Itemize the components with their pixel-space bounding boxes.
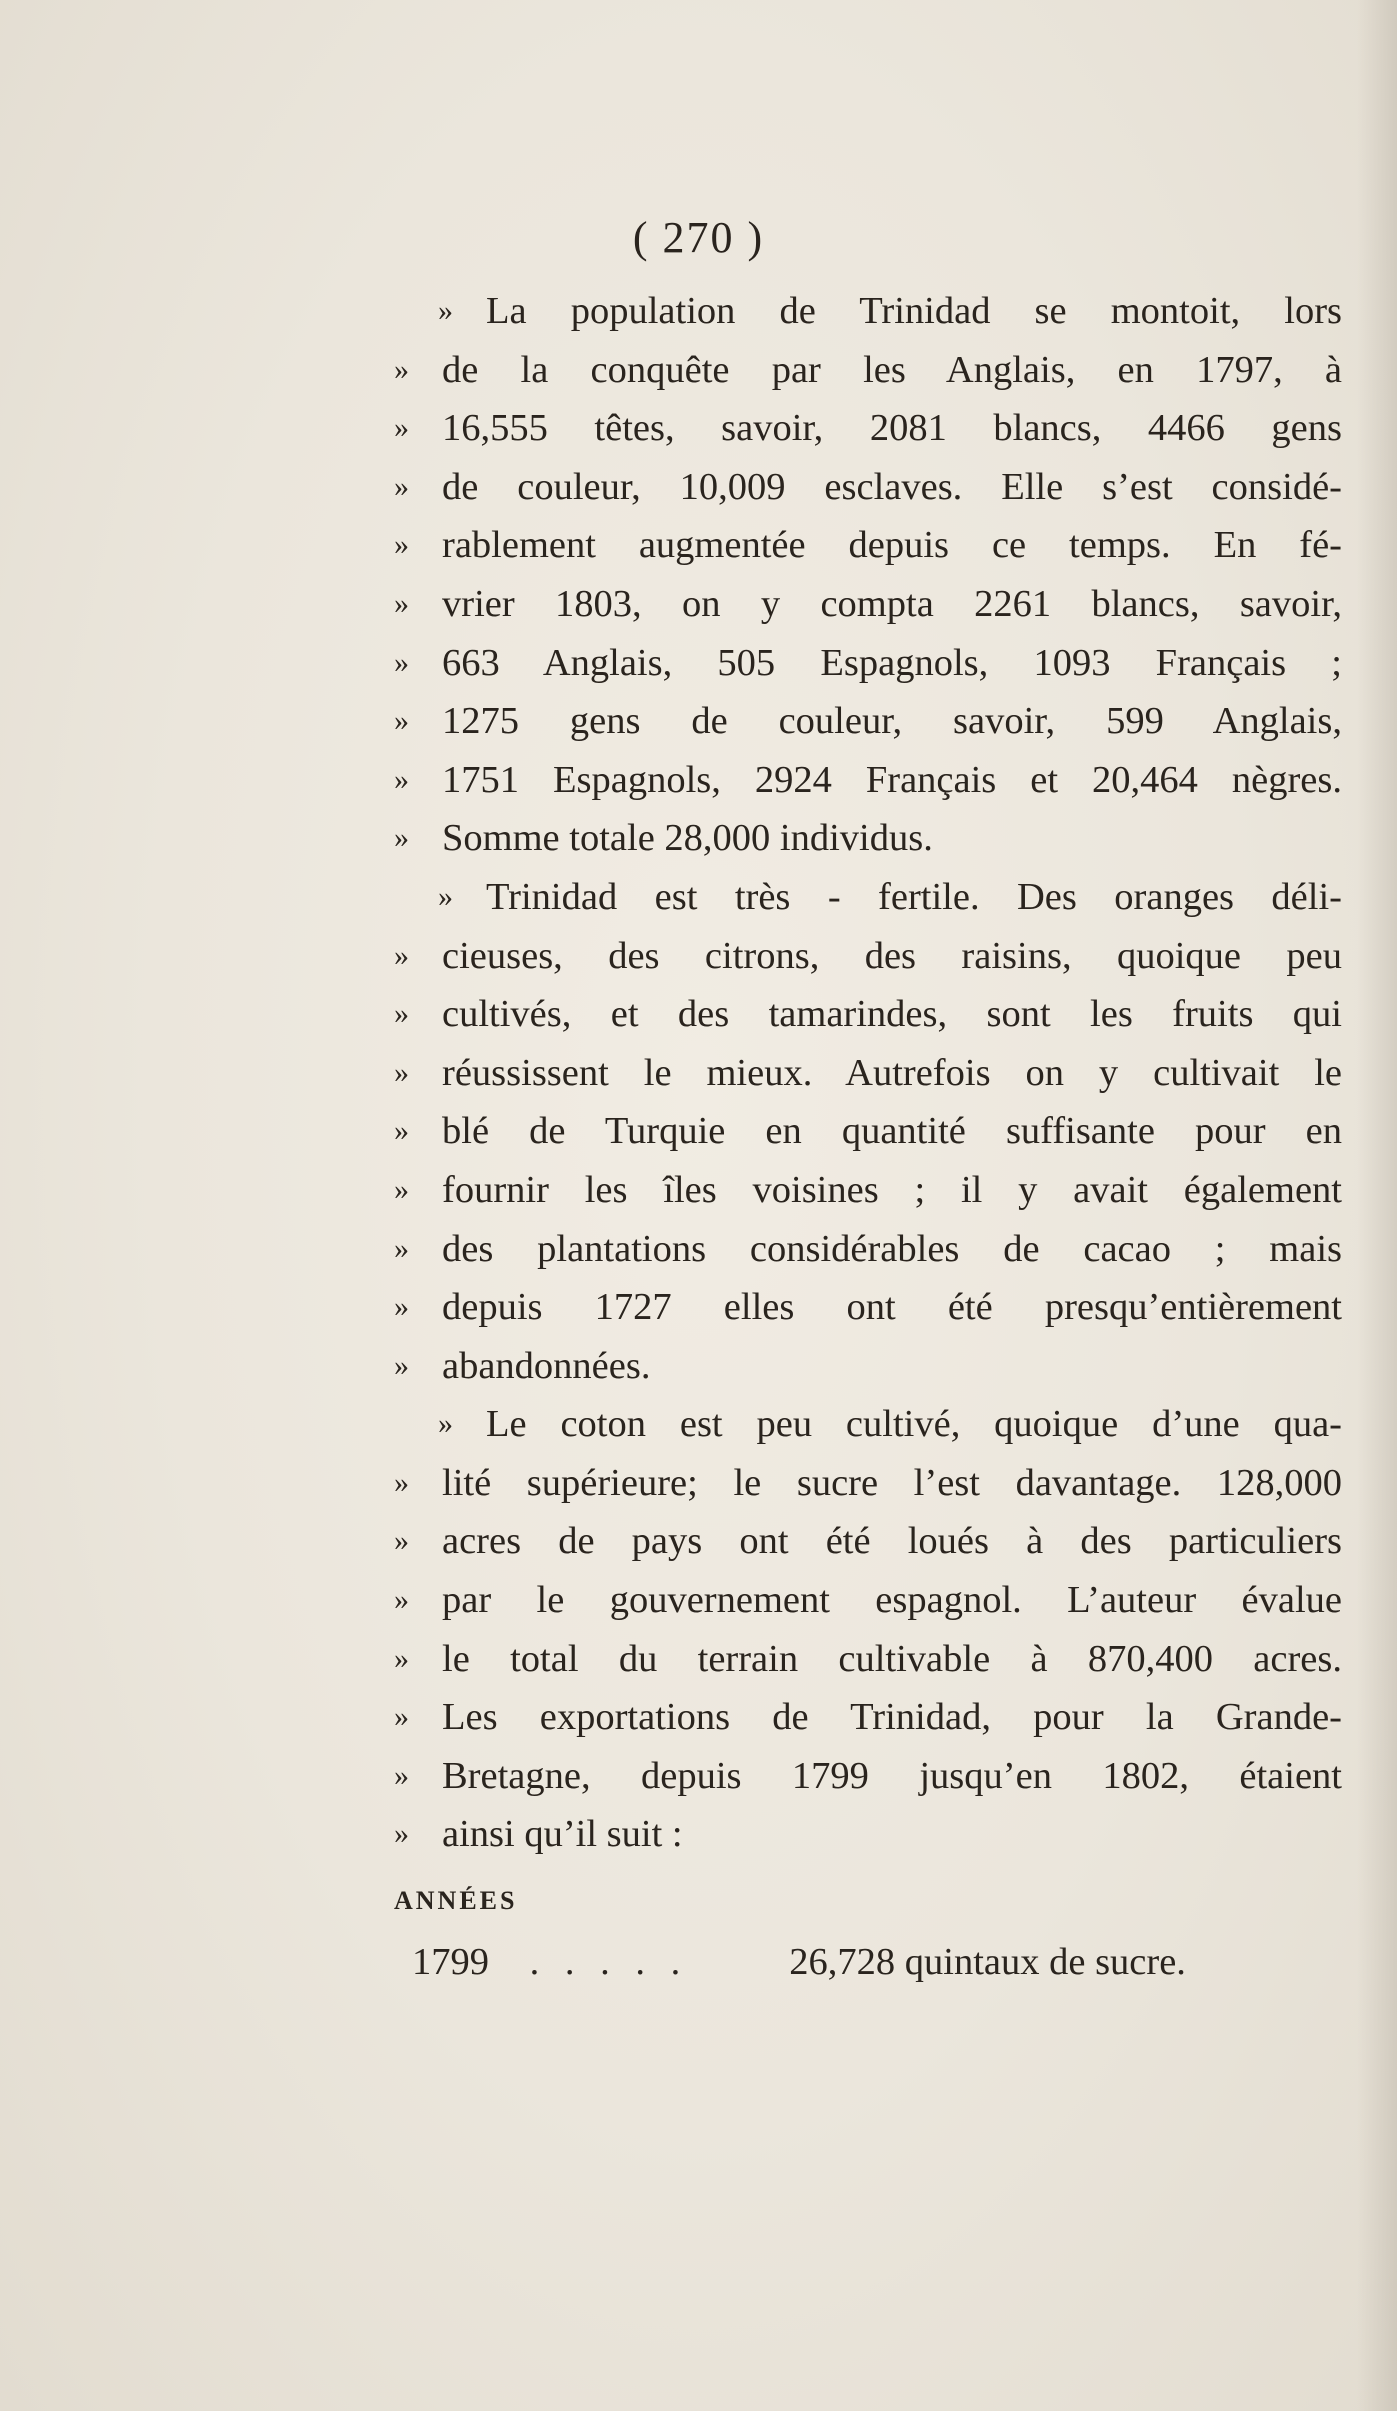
quote-mark: » [438, 879, 453, 913]
quote-mark: » [394, 1172, 409, 1206]
quote-mark: » [394, 1348, 409, 1382]
line-text: vrier 1803, on y compta 2261 blancs, savoir, [442, 582, 1342, 625]
quote-mark: » [394, 528, 409, 562]
line-text: fournir les îles voisines ; il y avait également [442, 1168, 1342, 1211]
quote-mark: » [394, 1465, 409, 1499]
text-line [394, 1278, 1342, 1337]
quote-mark: » [394, 645, 409, 679]
text-line [394, 575, 1342, 634]
quote-mark: » [394, 997, 409, 1031]
quote-mark: » [394, 938, 409, 972]
line-text: 16,555 têtes, savoir, 2081 blancs, 4466 gens [442, 407, 1342, 450]
line-text: lité supérieure; le sucre l’est davantage. 128,000 [442, 1461, 1342, 1504]
line-text: abandonnées. [442, 1344, 651, 1387]
line-text: des plantations considérables de cacao ; mais [442, 1227, 1342, 1270]
quote-mark: » [394, 1641, 409, 1675]
line-text: Somme totale 28,000 individus. [442, 817, 933, 860]
line-text: blé de Turquie en quantité suffisante pour en [442, 1110, 1342, 1153]
quote-mark: » [394, 1524, 409, 1558]
line-text: 663 Anglais, 505 Espagnols, 1093 Français ; [442, 641, 1342, 684]
text-line [394, 1512, 1342, 1571]
quote-mark: » [438, 1407, 453, 1441]
text-line [394, 1395, 1342, 1454]
text-line [394, 1220, 1342, 1279]
quote-mark: » [394, 411, 409, 445]
quote-mark: » [394, 352, 409, 386]
line-text: ainsi qu’il suit : [442, 1813, 683, 1856]
quote-mark: » [394, 1817, 409, 1851]
page-edge-shadow [1357, 0, 1397, 2411]
quote-mark: » [394, 1700, 409, 1734]
quote-mark: » [394, 704, 409, 738]
line-text: acres de pays ont été loués à des particuliers [442, 1520, 1342, 1563]
text-line [394, 1571, 1342, 1630]
text-line [394, 399, 1342, 458]
quote-mark: » [394, 1758, 409, 1792]
quote-mark: » [438, 294, 453, 327]
line-text: réussissent le mieux. Autrefois on y cultivait le [442, 1051, 1342, 1094]
text-line [394, 1337, 1342, 1396]
line-text: depuis 1727 elles ont été presqu’entièrement [442, 1286, 1342, 1329]
line-text: de couleur, 10,009 esclaves. Elle s’est considé- [442, 465, 1342, 508]
text-line [394, 282, 1342, 341]
line-text: Bretagne, depuis 1799 jusqu’en 1802, étaient [442, 1754, 1342, 1797]
quote-mark: » [394, 1114, 409, 1148]
line-text: cieuses, des citrons, des raisins, quoique peu [442, 934, 1342, 977]
line-text: Le coton est peu cultivé, quoique d’une qua- [486, 1403, 1342, 1446]
line-text: de la conquête par les Anglais, en 1797, à [442, 348, 1342, 391]
text-line [394, 751, 1342, 810]
text-line [394, 458, 1342, 517]
text-line [394, 692, 1342, 751]
text-line [394, 1102, 1342, 1161]
line-text: le total du terrain cultivable à 870,400 acres. [442, 1637, 1342, 1680]
table-leader-dots: . . . . . [529, 1941, 689, 1983]
body-text [394, 282, 1342, 1864]
quote-mark: » [394, 762, 409, 796]
text-line [394, 634, 1342, 693]
line-text: 1751 Espagnols, 2924 Français et 20,464 nègres. [442, 758, 1342, 801]
line-text: rablement augmentée depuis ce temps. En fé- [442, 524, 1342, 567]
table-year: 1799 [412, 1941, 489, 1983]
text-line [394, 985, 1342, 1044]
text-line [394, 1630, 1342, 1689]
quote-mark: » [394, 1290, 409, 1324]
line-text: Trinidad est très - fertile. Des oranges déli- [486, 875, 1342, 918]
quote-mark: » [394, 1055, 409, 1089]
text-line [394, 868, 1342, 927]
table-amount: 26,728 quintaux de sucre. [789, 1941, 1186, 1983]
text-line [394, 341, 1342, 400]
page-number: ( 270 ) [632, 213, 765, 262]
line-text: cultivés, et des tamarindes, sont les fruits qui [442, 993, 1342, 1036]
quote-mark: » [394, 1231, 409, 1265]
line-text: par le gouvernement espagnol. L’auteur évalue [442, 1579, 1342, 1622]
text-line [394, 516, 1342, 575]
text-line [394, 1688, 1342, 1747]
quote-mark: » [394, 469, 409, 503]
line-text: La population de Trinidad se montoit, lors [486, 290, 1342, 332]
line-text: 1275 gens de couleur, savoir, 599 Anglais, [442, 700, 1342, 743]
quote-mark: » [394, 586, 409, 620]
table-header-annees: ANNÉES [394, 1886, 518, 1915]
text-line [394, 1805, 1342, 1864]
text-line [394, 927, 1342, 986]
text-line [394, 1454, 1342, 1513]
quote-mark: » [394, 1583, 409, 1617]
table-row [412, 1940, 1292, 1984]
text-line [394, 1044, 1342, 1103]
text-line [394, 809, 1342, 868]
text-line [394, 1161, 1342, 1220]
quote-mark: » [394, 821, 409, 855]
text-line [394, 1747, 1342, 1806]
line-text: Les exportations de Trinidad, pour la Grande- [442, 1696, 1342, 1739]
